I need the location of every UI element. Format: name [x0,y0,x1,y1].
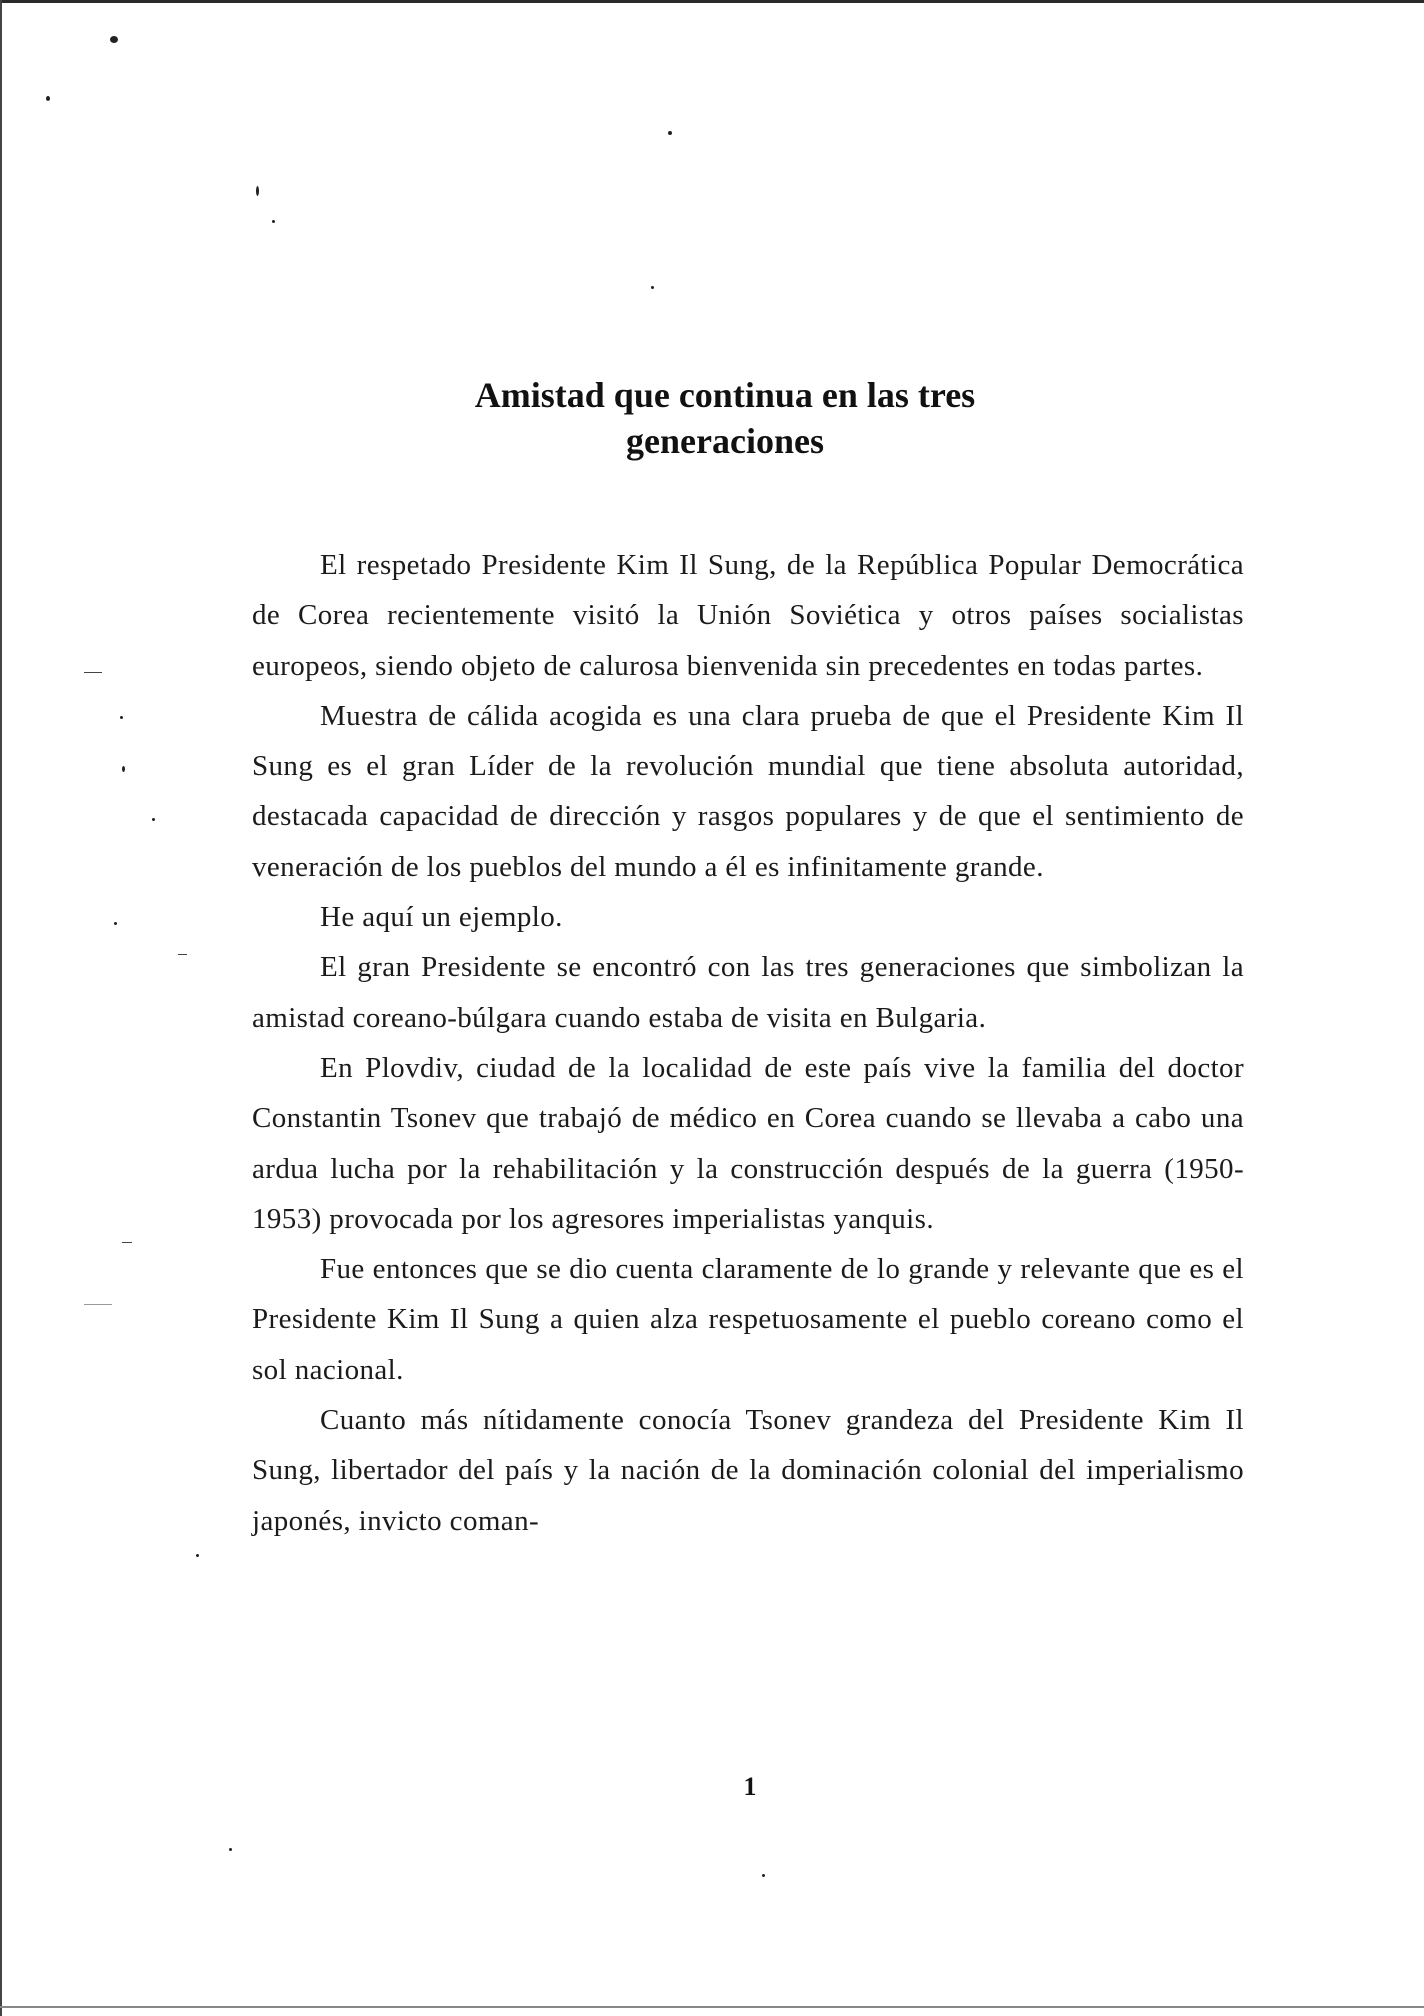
scan-speck [651,286,654,289]
paragraph: Cuanto más nítidamente conocía Tsonev grandeza del Presidente Kim Il Sung, libertador del país y la nación de la dominación colonial del imperialismo japonés, invicto coman- [252,1404,1244,1537]
paragraph: El respetado Presidente Kim Il Sung, de la República Popular Democrática de Corea recientemente visitó la Unión Soviética y otros países socialistas europeos, siendo objeto de calurosa bienvenida sin precedentes en todas partes. [252,549,1244,682]
scan-speck [256,186,259,196]
scan-speck [152,818,155,821]
scan-speck [46,96,50,101]
paragraph: He aquí un ejemplo. [320,901,563,934]
title-line-2: generaciones [626,421,824,461]
scan-speck [272,220,275,223]
scan-mark [122,1242,132,1243]
title-line-1: Amistad que continua en las tres [474,375,976,415]
scan-mark [178,954,187,955]
page-number: 1 [743,1772,757,1801]
page-edge-left [0,0,5,2016]
scan-speck [110,36,118,43]
paragraph: En Plovdiv, ciudad de la localidad de este país vive la familia del doctor Constantin Tsonev que trabajó de médico en Corea cuando se llevaba a cabo una ardua lucha por la rehabilitación y la construcción después de la guerra (1950-1953) provocada por los agresores imperialistas yanquis. [252,1051,1244,1235]
scan-speck [229,1848,232,1851]
body-text [252,540,1244,1546]
scan-speck [668,131,672,135]
page-edge-top [0,0,1424,6]
paragraph: El gran Presidente se encontró con las tres generaciones que simbolizan la amistad coreano-búlgara cuando estaba de visita en Bulgaria. [252,951,1244,1034]
scan-speck [120,716,123,719]
scan-mark [84,1304,112,1305]
document-title [360,372,1090,464]
page-edge-bottom [0,2006,1424,2008]
scan-speck [762,1874,765,1877]
scan-speck [196,1554,199,1557]
scan-speck [114,922,117,925]
scan-speck [122,766,125,772]
paragraph: Muestra de cálida acogida es una clara prueba de que el Presidente Kim Il Sung es el gran Líder de la revolución mundial que tiene absoluta autoridad, destacada capacidad de dirección y rasgos populares y de que el sentimiento de veneración de los pueblos del mundo a él es infinitamente grande. [252,699,1244,883]
scan-mark [84,672,102,673]
paragraph: Fue entonces que se dio cuenta claramente de lo grande y relevante que es el Presidente Kim Il Sung a quien alza respetuosamente el pueblo coreano como el sol nacional. [252,1253,1244,1386]
